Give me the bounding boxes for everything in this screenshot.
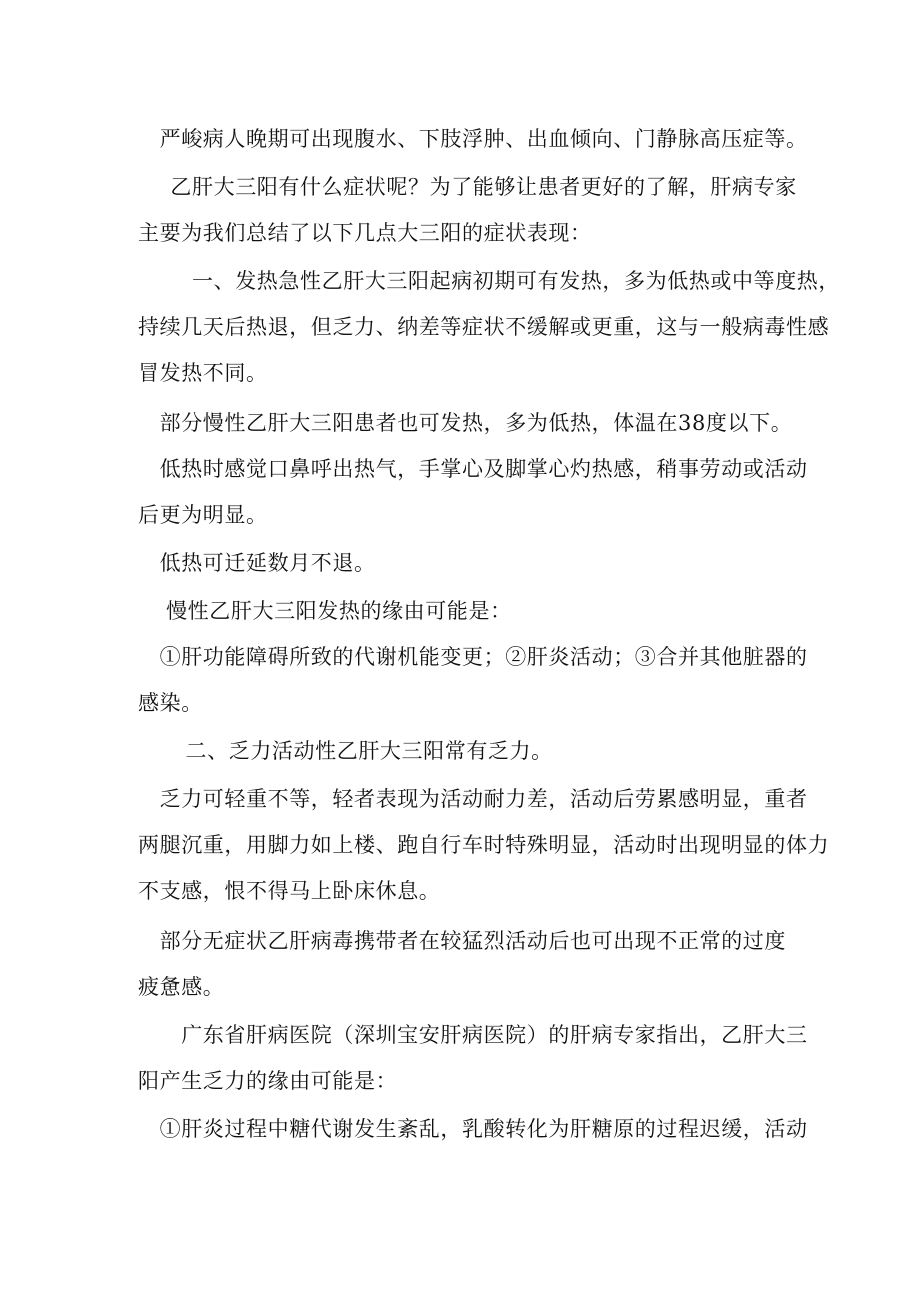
paragraph-line: 广东省肝病医院（深圳宝安肝病医院）的肝病专家指出，乙肝大三 — [181, 1023, 808, 1047]
paragraph-line: 低热时感觉口鼻呼出热气，手掌心及脚掌心灼热感，稍事劳动或活动 — [159, 457, 808, 481]
paragraph-line: 阳产生乏力的缘由可能是： — [138, 1069, 398, 1093]
paragraph-line: ①肝功能障碍所致的代谢机能变更；②肝炎活动；③合并其他脏器的 — [159, 645, 808, 669]
paragraph-line: 部分无症状乙肝病毒携带者在较猛烈活动后也可出现不正常的过度 — [159, 929, 786, 953]
paragraph-line: 乏力可轻重不等，轻者表现为活动耐力差，活动后劳累感明显，重者 — [159, 787, 808, 811]
paragraph-line: 部分慢性乙肝大三阳患者也可发热，多为低热，体温在38度以下。 — [159, 411, 793, 435]
paragraph — [138, 540, 786, 586]
paragraph-line: 后更为明显。 — [138, 503, 268, 527]
paragraph — [138, 164, 797, 256]
paragraph — [138, 1012, 808, 1104]
paragraph-line: 感染。 — [138, 691, 203, 715]
paragraph-line: 慢性乙肝大三阳发热的缘由可能是： — [166, 599, 512, 623]
paragraph — [138, 446, 808, 538]
paragraph — [138, 776, 830, 914]
paragraph — [138, 116, 808, 162]
paragraph — [138, 258, 840, 396]
paragraph-line: 低热可迁延数月不退。 — [159, 551, 376, 575]
paragraph — [138, 588, 786, 634]
paragraph-line: 严峻病人晚期可出现腹水、下肢浮肿、出血倾向、门静脉高压症等。 — [159, 127, 808, 151]
paragraph-line: 乙肝大三阳有什么症状呢？为了能够让患者更好的了解，肝病专家 — [170, 175, 797, 199]
paragraph — [138, 634, 808, 726]
paragraph-line: 二、乏力活动性乙肝大三阳常有乏力。 — [185, 739, 553, 763]
paragraph-line: 两腿沉重，用脚力如上楼、跑自行车时特殊明显，活动时出现明显的体力 — [138, 833, 830, 857]
paragraph-line: 持续几天后热退，但乏力、纳差等症状不缓解或更重，这与一般病毒性感 — [138, 315, 830, 339]
paragraph-line: 一、发热急性乙肝大三阳起病初期可有发热，多为低热或中等度热， — [192, 269, 840, 293]
paragraph — [138, 400, 793, 446]
paragraph — [138, 728, 786, 774]
paragraph-line: 疲惫感。 — [138, 975, 225, 999]
paragraph — [138, 1106, 808, 1152]
paragraph-line: 冒发热不同。 — [138, 361, 268, 385]
paragraph — [138, 918, 786, 1010]
paragraph-line: 主要为我们总结了以下几点大三阳的症状表现： — [138, 221, 592, 245]
paragraph-line: ①肝炎过程中糖代谢发生紊乱，乳酸转化为肝糖原的过程迟缓，活动 — [159, 1117, 808, 1141]
paragraph-line: 不支感，恨不得马上卧床休息。 — [138, 879, 441, 903]
